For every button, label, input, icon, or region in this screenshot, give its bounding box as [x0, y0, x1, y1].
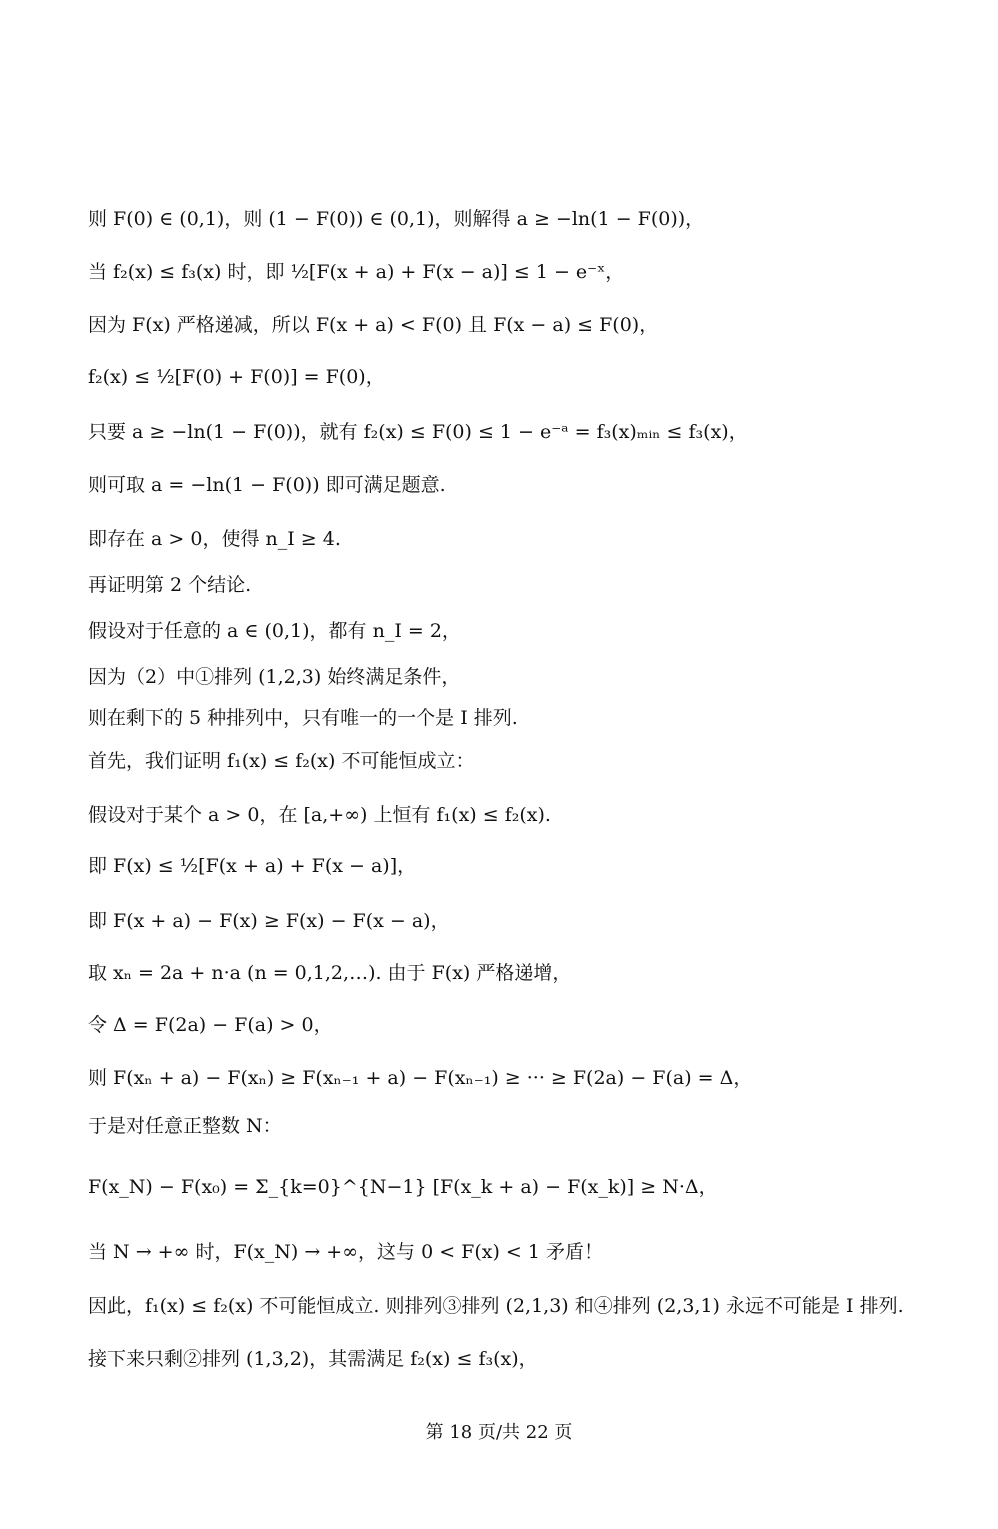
text-line-1: 则 F(0) ∈ (0,1)，则 (1 − F(0)) ∈ (0,1)，则解得 a ≥ −ln(1 − F(0))，: [88, 208, 705, 230]
text-line-17: 令 Δ = F(2a) − F(a) > 0，: [88, 1014, 333, 1036]
text-line-11: 则在剩下的 5 种排列中，只有唯一的一个是 I 排列.: [88, 707, 518, 729]
text-line-2: 当 f₂(x) ≤ f₃(x) 时，即 ½[F(x + a) + F(x − a)] ≤ 1 − e⁻ˣ，: [88, 261, 625, 283]
text-line-5: 只要 a ≥ −ln(1 − F(0))，就有 f₂(x) ≤ F(0) ≤ 1 − e⁻ᵃ = f₃(x)ₘᵢₙ ≤ f₃(x)，: [88, 421, 748, 443]
text-line-22: 因此，f₁(x) ≤ f₂(x) 不可能恒成立. 则排列③排列 (2,1,3) 和④排列 (2,3,1) 永远不可能是 I 排列.: [88, 1295, 904, 1317]
text-line-4: f₂(x) ≤ ½[F(0) + F(0)] = F(0)，: [88, 366, 385, 388]
text-line-14: 即 F(x) ≤ ½[F(x + a) + F(x − a)]，: [88, 855, 417, 877]
text-line-8: 再证明第 2 个结论.: [88, 574, 252, 596]
text-line-13: 假设对于某个 a > 0，在 [a,+∞) 上恒有 f₁(x) ≤ f₂(x).: [88, 804, 551, 826]
text-line-19: 于是对任意正整数 N：: [88, 1115, 282, 1137]
text-line-23: 接下来只剩②排列 (1,3,2)，其需满足 f₂(x) ≤ f₃(x)，: [88, 1348, 538, 1370]
page-footer: 第 18 页/共 22 页: [425, 1422, 573, 1443]
text-line-15: 即 F(x + a) − F(x) ≥ F(x) − F(x − a)，: [88, 910, 450, 932]
text-line-18: 则 F(xₙ + a) − F(xₙ) ≥ F(xₙ₋₁ + a) − F(xₙ₋₁) ≥ ··· ≥ F(2a) − F(a) = Δ，: [88, 1067, 753, 1089]
text-line-10: 因为（2）中①排列 (1,2,3) 始终满足条件，: [88, 666, 461, 688]
text-line-7: 即存在 a > 0，使得 n_I ≥ 4.: [88, 528, 341, 550]
text-line-21: 当 N → +∞ 时，F(x_N) → +∞，这与 0 < F(x) < 1 矛盾！: [88, 1241, 604, 1263]
text-line-6: 则可取 a = −ln(1 − F(0)) 即可满足题意.: [88, 474, 446, 496]
text-line-16: 取 xₙ = 2a + n·a (n = 0,1,2,…). 由于 F(x) 严格递增，: [88, 962, 572, 984]
text-line-12: 首先，我们证明 f₁(x) ≤ f₂(x) 不可能恒成立：: [88, 750, 475, 772]
text-line-9: 假设对于任意的 a ∈ (0,1)，都有 n_I = 2，: [88, 620, 461, 642]
text-line-20: F(x_N) − F(x₀) = Σ_{k=0}^{N−1} [F(x_k + a) − F(x_k)] ≥ N·Δ，: [88, 1176, 718, 1198]
text-line-3: 因为 F(x) 严格递减，所以 F(x + a) < F(0) 且 F(x − a) ≤ F(0)，: [88, 314, 659, 336]
